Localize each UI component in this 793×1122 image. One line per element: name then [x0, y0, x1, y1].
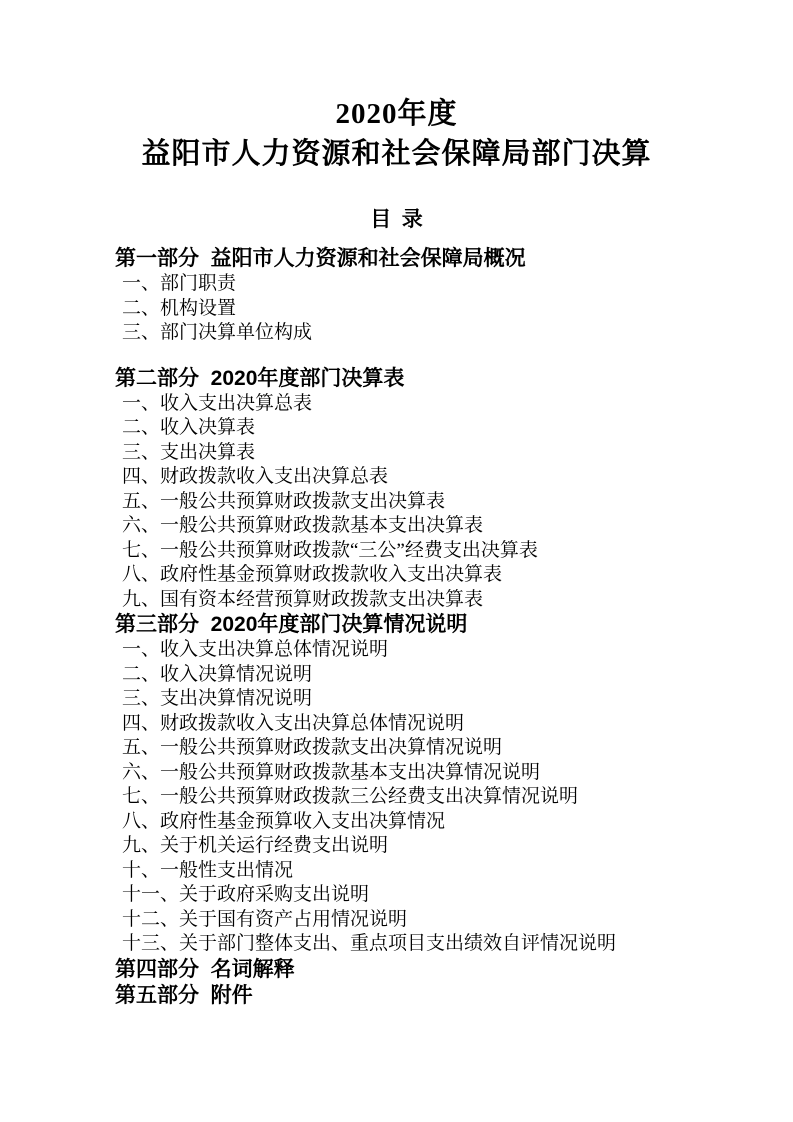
toc-item: 二、机构设置 — [122, 297, 237, 319]
toc-section-3 — [115, 612, 738, 957]
toc-section-2 — [115, 366, 738, 613]
toc-section-5 — [115, 983, 738, 1009]
toc-item: 九、国有资本经营预算财政拨款支出决算表 — [122, 588, 484, 610]
section-item-list — [115, 638, 738, 957]
toc-item: 二、收入决算表 — [122, 417, 256, 438]
toc-item: 六、一般公共预算财政拨款基本支出决算情况说明 — [122, 761, 541, 783]
toc-item: 一、收入支出决算总体情况说明 — [122, 639, 389, 660]
toc-item: 四、财政拨款收入支出决算总体情况说明 — [122, 712, 465, 734]
section-item-list — [115, 392, 738, 613]
section-heading: 第五部分 附件 — [115, 983, 253, 1007]
toc-item: 十三、关于部门整体支出、重点项目支出绩效自评情况说明 — [122, 933, 617, 954]
section-heading: 第二部分 2020年度部门决算表 — [115, 366, 405, 390]
toc-item: 七、一般公共预算财政拨款“三公”经费支出决算表 — [122, 539, 538, 561]
document-title — [0, 0, 793, 174]
toc-heading: 目 录 — [370, 207, 423, 231]
toc-item: 二、收入决算情况说明 — [122, 663, 313, 685]
toc-item: 六、一般公共预算财政拨款基本支出决算表 — [122, 515, 484, 536]
toc-sections — [0, 246, 793, 1009]
section-item-list — [115, 272, 738, 346]
section-heading: 第三部分 2020年度部门决算情况说明 — [115, 613, 468, 636]
title-name-line: 益阳市人力资源和社会保障局部门决算 — [141, 138, 652, 170]
toc-section-1 — [115, 246, 738, 346]
toc-item: 九、关于机关运行经费支出说明 — [122, 835, 389, 856]
toc-item: 十二、关于国有资产占用情况说明 — [122, 908, 408, 930]
toc-item: 四、财政拨款收入支出决算总表 — [122, 466, 389, 487]
toc-item: 一、部门职责 — [122, 273, 237, 294]
section-heading: 第四部分 名词解释 — [115, 957, 295, 981]
toc-item: 八、政府性基金预算收入支出决算情况 — [122, 810, 446, 832]
toc-item: 十、一般性支出情况 — [122, 859, 294, 881]
toc-item: 七、一般公共预算财政拨款三公经费支出决算情况说明 — [122, 786, 579, 807]
toc-item: 一、收入支出决算总表 — [122, 392, 313, 414]
toc-item: 三、部门决算单位构成 — [122, 322, 313, 343]
toc-item: 三、支出决算表 — [122, 441, 256, 463]
toc-item: 五、一般公共预算财政拨款支出决算表 — [122, 490, 446, 512]
toc-item: 五、一般公共预算财政拨款支出决算情况说明 — [122, 737, 503, 758]
title-year-line: 2020年度 — [335, 98, 458, 130]
toc-item: 八、政府性基金预算财政拨款收入支出决算表 — [122, 564, 503, 585]
toc-item: 十一、关于政府采购支出说明 — [122, 884, 370, 905]
toc-section-4 — [115, 957, 738, 983]
section-heading: 第一部分 益阳市人力资源和社会保障局概况 — [115, 247, 526, 270]
toc-item: 三、支出决算情况说明 — [122, 688, 313, 709]
